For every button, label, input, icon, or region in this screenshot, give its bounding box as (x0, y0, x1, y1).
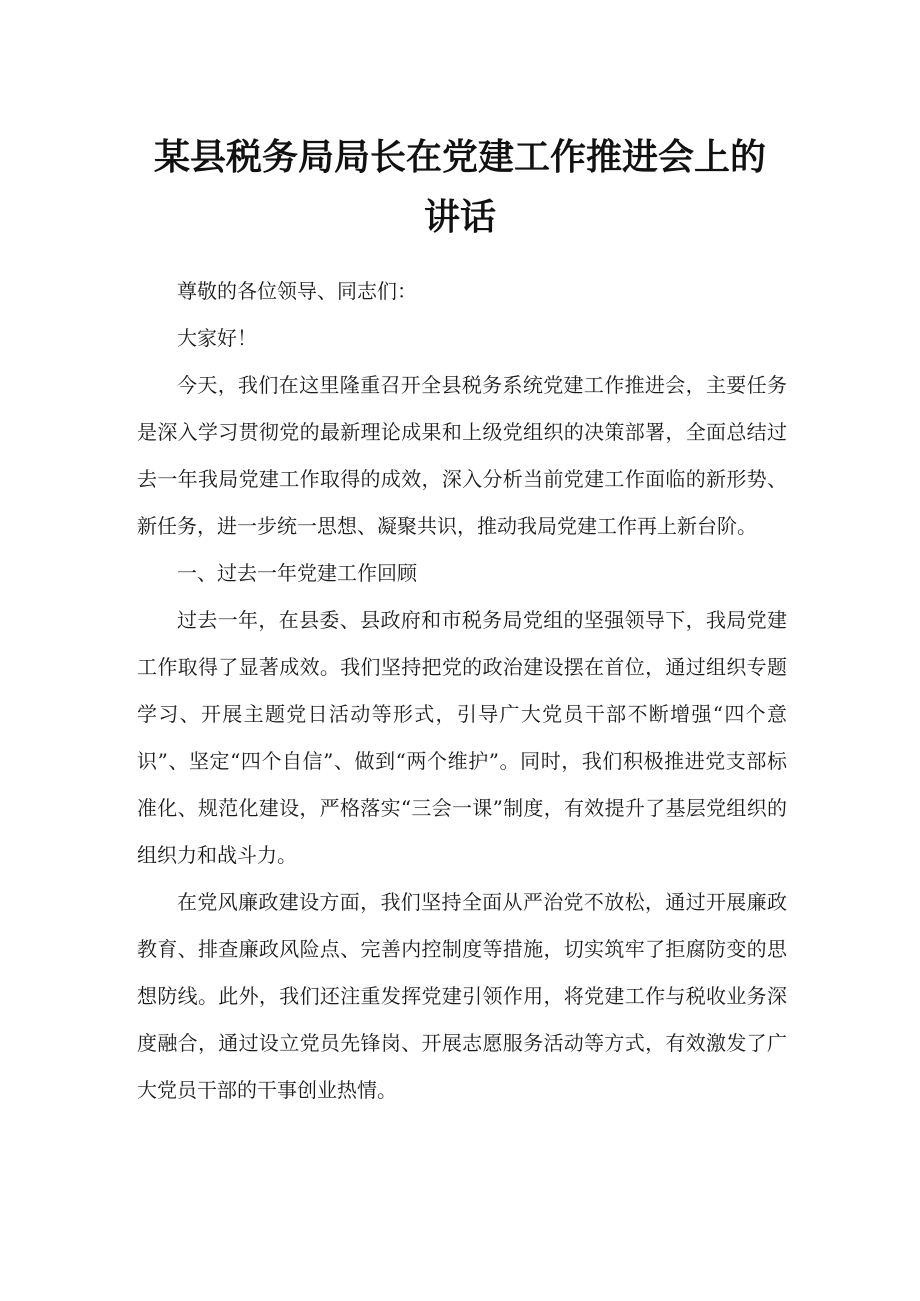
title-line-2: 讲话 (423, 197, 496, 238)
greeting: 大家好！ (177, 326, 257, 350)
paragraph-integrity: 在党风廉政建设方面，我们坚持全面从严治党不放松，通过开展廉政教育、排查廉政风险点、完善内控制度等措施，切实筑牢了拒腐防变的思想防线。此外，我们还注重发挥党建引领作用，将党建工作与税收业务深度融合，通过设立党员先锋岗、开展志愿服务活动等方式，有效激发了广大党员干部的干事创业热情。 (137, 890, 787, 1102)
document-body (137, 268, 787, 1114)
document-title (140, 128, 780, 248)
salutation: 尊敬的各位领导、同志们： (177, 279, 417, 303)
section-heading-1: 一、过去一年党建工作回顾 (177, 561, 417, 585)
paragraph-review: 过去一年，在县委、县政府和市税务局党组的坚强领导下，我局党建工作取得了显著成效。我们坚持把党的政治建设摆在首位，通过组织专题学习、开展主题党日活动等形式，引导广大党员干部不断增强“四个意识”、坚定“四个自信”、做到“两个维护”。同时，我们积极推进党支部标准化、规范化建设，严格落实“三会一课”制度，有效提升了基层党组织的组织力和战斗力。 (137, 608, 787, 867)
title-line-1: 某县税务局局长在党建工作推进会上的 (153, 137, 766, 178)
paragraph-opening: 今天，我们在这里隆重召开全县税务系统党建工作推进会，主要任务是深入学习贯彻党的最新理论成果和上级党组织的决策部署，全面总结过去一年我局党建工作取得的成效，深入分析当前党建工作面临的新形势、新任务，进一步统一思想、凝聚共识，推动我局党建工作再上新台阶。 (137, 373, 787, 538)
